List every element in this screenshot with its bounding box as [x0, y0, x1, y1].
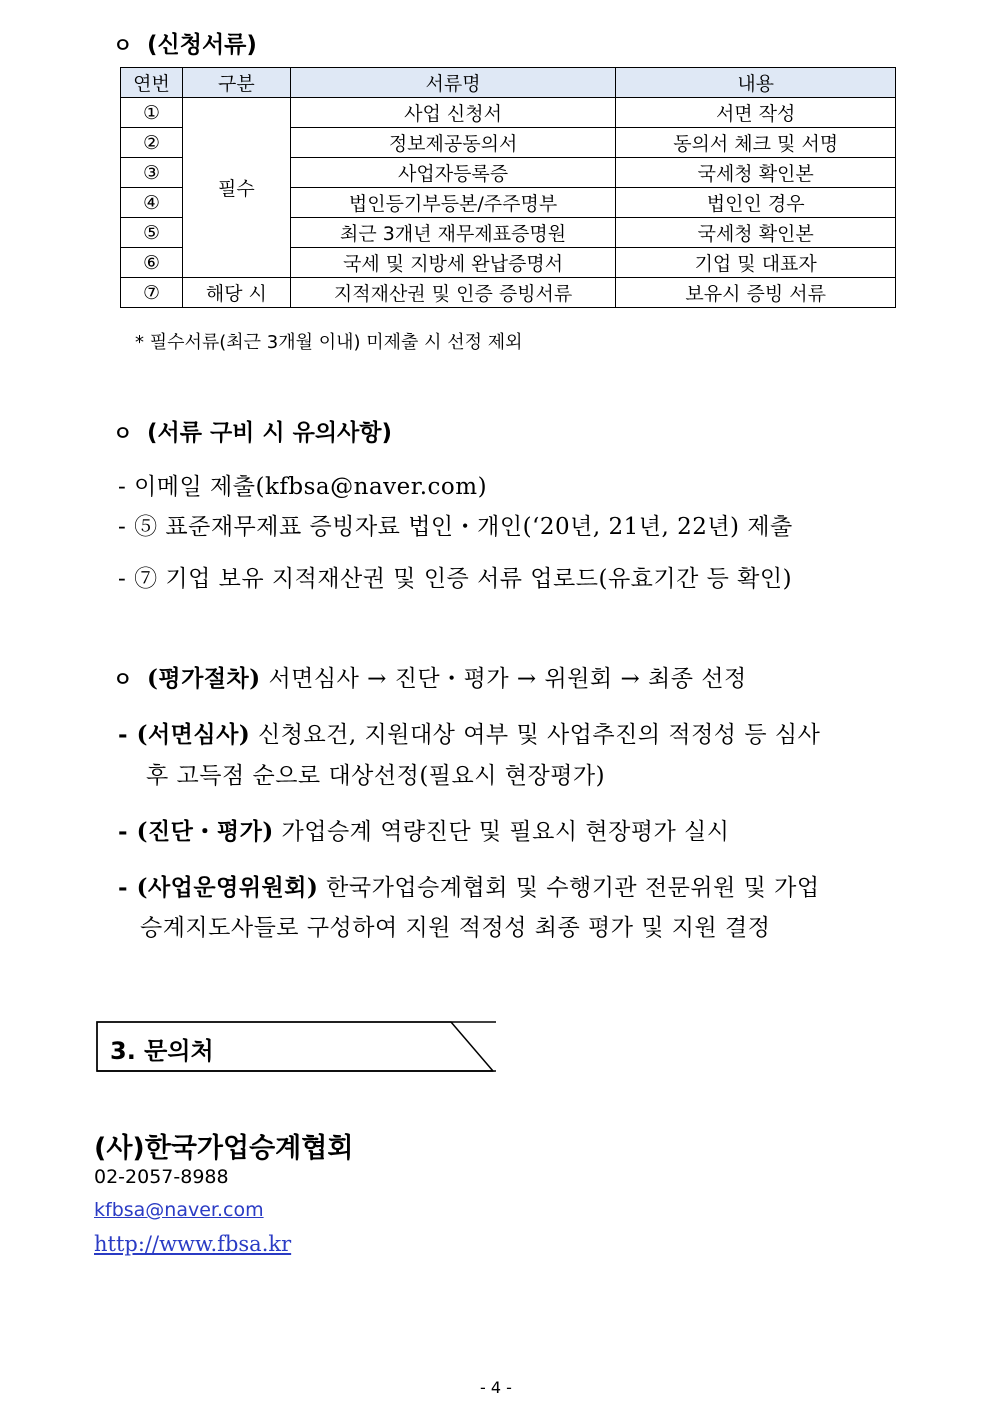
document-content: 기업 및 대표자 — [616, 248, 896, 278]
row-number: ⑦ — [121, 278, 183, 308]
evaluation-item-diagnosis: - (진단・평가) 가업승계 역량진단 및 필요시 현장평가 실시 — [118, 818, 730, 845]
bullet-icon: ㅇ — [113, 33, 133, 57]
contact-org: (사)한국가업승계협회 — [94, 1133, 354, 1164]
bullet-icon: ㅇ — [113, 421, 133, 445]
page-number: - 4 - — [480, 1378, 512, 1397]
row-number: ⑥ — [121, 248, 183, 278]
table-header-row — [121, 68, 896, 98]
contact-email-link[interactable]: kfbsa@naver.com — [94, 1199, 264, 1221]
notes-line-ip: - ⑦ 기업 보유 지적재산권 및 인증 서류 업로드(유효기간 등 확인) — [118, 566, 793, 592]
document-content: 국세청 확인본 — [616, 218, 896, 248]
document-content: 동의서 체크 및 서명 — [616, 128, 896, 158]
row-number: ④ — [121, 188, 183, 218]
contact-phone: 02-2057-8988 — [94, 1166, 229, 1188]
document-name: 법인등기부등본/주주명부 — [290, 188, 616, 218]
row-number: ③ — [121, 158, 183, 188]
document-content: 국세청 확인본 — [616, 158, 896, 188]
evaluation-section-title: ㅇ (평가절차) 서면심사 → 진단・평가 → 위원회 → 최종 선정 — [113, 665, 747, 692]
contact-heading: 3. 문의처 — [110, 1037, 214, 1065]
notes-line-financial: - ⑤ 표준재무제표 증빙자료 법인・개인(‘20년, 21년, 22년) 제출 — [118, 514, 793, 540]
bullet-icon: ㅇ — [113, 667, 133, 691]
document-content: 서면 작성 — [616, 98, 896, 128]
evaluation-flow: 서면심사 → 진단・평가 → 위원회 → 최종 선정 — [260, 666, 747, 692]
contact-website-link[interactable]: http://www.fbsa.kr — [94, 1232, 292, 1256]
header-content: 내용 — [616, 68, 896, 98]
document-content: 법인인 경우 — [616, 188, 896, 218]
evaluation-item-document-review-cont: 후 고득점 순으로 대상선정(필요시 현장평가) — [146, 763, 606, 789]
header-category: 구분 — [182, 68, 290, 98]
table-row — [121, 98, 896, 128]
evaluation-item-committee: - (사업운영위원회) 한국가업승계협회 및 수행기관 전문위원 및 가업 — [118, 874, 820, 901]
header-no: 연번 — [121, 68, 183, 98]
documents-note: * 필수서류(최근 3개월 이내) 미제출 시 선정 제외 — [135, 332, 523, 353]
evaluation-item-document-review: - (서면심사) 신청요건, 지원대상 여부 및 사업추진의 적정성 등 심사 — [118, 721, 821, 748]
row-number: ① — [121, 98, 183, 128]
document-name: 사업 신청서 — [290, 98, 616, 128]
notes-line-email: - 이메일 제출(kfbsa@naver.com) — [118, 474, 488, 500]
notes-section-title: ㅇ (서류 구비 시 유의사항) — [113, 414, 392, 447]
document-content: 보유시 증빙 서류 — [616, 278, 896, 308]
document-name: 국세 및 지방세 완납증명서 — [290, 248, 616, 278]
category-required: 필수 — [182, 98, 290, 278]
row-number: ⑤ — [121, 218, 183, 248]
document-name: 지적재산권 및 인증 증빙서류 — [290, 278, 616, 308]
documents-table — [120, 67, 896, 308]
evaluation-item-committee-cont: 승계지도사들로 구성하여 지원 적정성 최종 평가 및 지원 결정 — [140, 915, 771, 941]
contact-heading-banner — [96, 1021, 496, 1073]
document-name: 정보제공동의서 — [290, 128, 616, 158]
document-name: 사업자등록증 — [290, 158, 616, 188]
table-row — [121, 278, 896, 308]
row-number: ② — [121, 128, 183, 158]
header-document: 서류명 — [290, 68, 616, 98]
documents-section-title: ㅇ (신청서류) — [113, 26, 257, 59]
document-name: 최근 3개년 재무제표증명원 — [290, 218, 616, 248]
category-applicable: 해당 시 — [182, 278, 290, 308]
